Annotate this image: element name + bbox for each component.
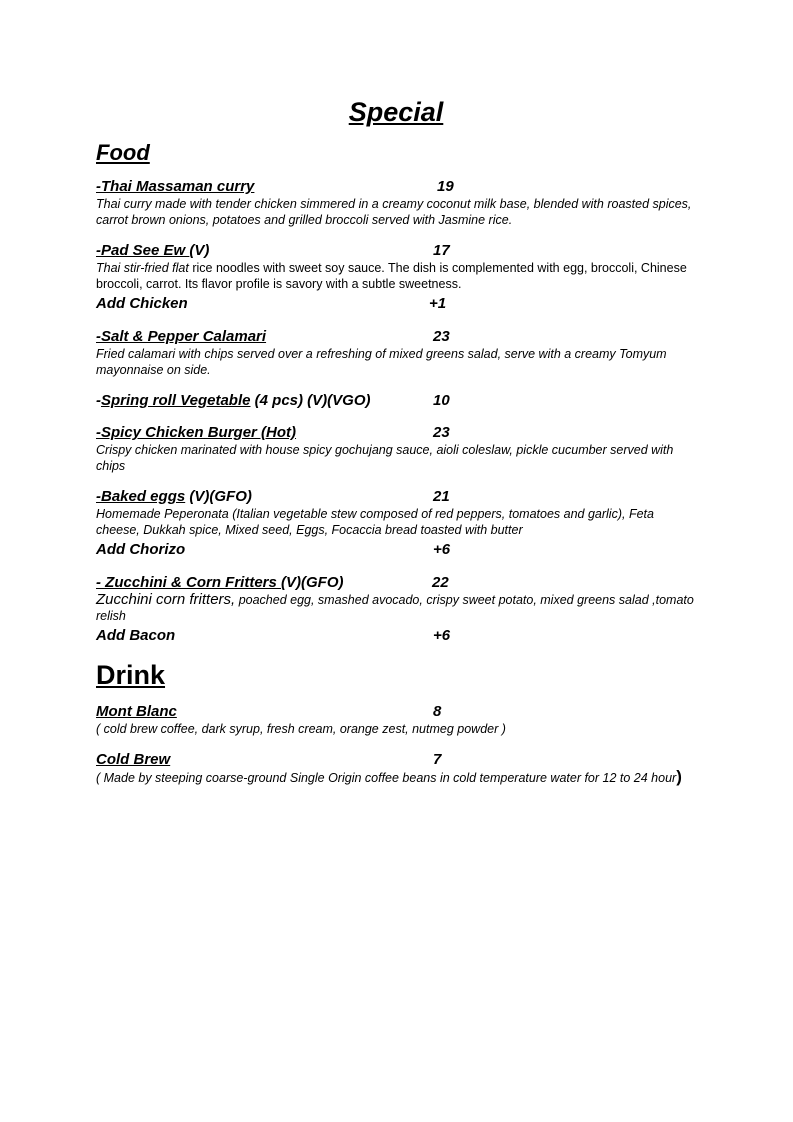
item-tags: (V)(GFO) [185,488,252,505]
add-on-label: Add Chicken [96,295,188,312]
item-name: - Zucchini & Corn Fritters [96,574,282,591]
menu-item-chicken-burger [96,423,696,474]
item-price: 22 [432,574,449,591]
menu-item-zucchini-fritters [96,573,696,646]
menu-item-calamari [96,327,696,378]
item-price: 21 [433,488,450,505]
add-on-label: Add Bacon [96,627,176,644]
item-name: -Salt & Pepper Calamari [96,328,267,345]
item-price: 17 [433,242,450,259]
item-name: Spring roll Vegetable [101,392,251,409]
add-on-row [96,540,696,560]
item-description: Thai curry made with tender chicken simmered in a creamy coconut milk base, blended with roasted spices, carrot brown onions, potatoes and grilled broccoli served with Jasmine rice. [96,197,692,227]
item-name: Mont Blanc [96,703,177,720]
item-description: Thai stir-fried flat rice noodles with sweet soy sauce. The dish is complemented with egg, broccoli, Chinese broccoli, carrot. Its flavor profile is savory with a subtle sweetness. [96,261,687,291]
food-heading: Food [96,140,150,165]
item-tags: (V) [189,242,210,259]
add-on-price: +6 [433,627,451,644]
item-description: Zucchini corn fritters, poached egg, smashed avocado, crispy sweet potato, mixed greens salad ,tomato relish [96,591,694,623]
item-name: Cold Brew [96,751,171,768]
item-price: 23 [433,424,450,441]
item-description: Homemade Peperonata (Italian vegetable stew composed of red peppers, tomatoes and garlic), Feta cheese, Dukkah spice, Mixed seed, Eggs, Focaccia bread toasted with butter [96,507,654,537]
add-on-label: Add Chorizo [96,541,186,558]
item-description: Crispy chicken marinated with house spicy gochujang sauce, aioli coleslaw, pickle cucumber served with chips [96,443,674,473]
menu-item-cold-brew [96,750,696,786]
item-name: -Thai Massaman curry [96,178,255,195]
menu-item-baked-eggs [96,487,696,560]
item-price: 8 [433,703,442,720]
item-name: -Pad See Ew [96,242,190,259]
drink-heading: Drink [96,660,166,690]
menu-item-pad-see-ew [96,241,696,314]
add-on-row [96,626,696,646]
menu-item-spring-roll: -Spring roll Vegetable (4 pcs) (V)(VGO) 10 [96,392,450,409]
add-on-price: +6 [433,541,451,558]
item-name: -Baked eggs [96,488,186,505]
item-price: 7 [433,751,442,768]
item-price: 23 [433,328,450,345]
item-tags: (4 pcs) (V)(VGO) [250,392,371,409]
add-on-price: +1 [429,295,447,312]
item-price: 19 [437,178,454,195]
item-name: -Spicy Chicken Burger (Hot) [96,424,297,441]
menu-item-massaman [96,177,696,228]
item-description: ( cold brew coffee, dark syrup, fresh cream, orange zest, nutmeg powder ) [96,722,506,736]
item-description: Fried calamari with chips served over a refreshing of mixed greens salad, serve with a creamy Tomyum mayonnaise on side. [96,347,667,377]
menu-page [96,96,696,799]
item-description: ( Made by steeping coarse-ground Single Origin coffee beans in cold temperature water for 12 to 24 hour) [96,767,682,786]
item-tags: (V)(GFO) [281,574,344,591]
item-price: 10 [433,392,450,409]
add-on-row [96,294,696,314]
page-title: Special [348,97,444,127]
menu-item-mont-blanc [96,702,696,737]
